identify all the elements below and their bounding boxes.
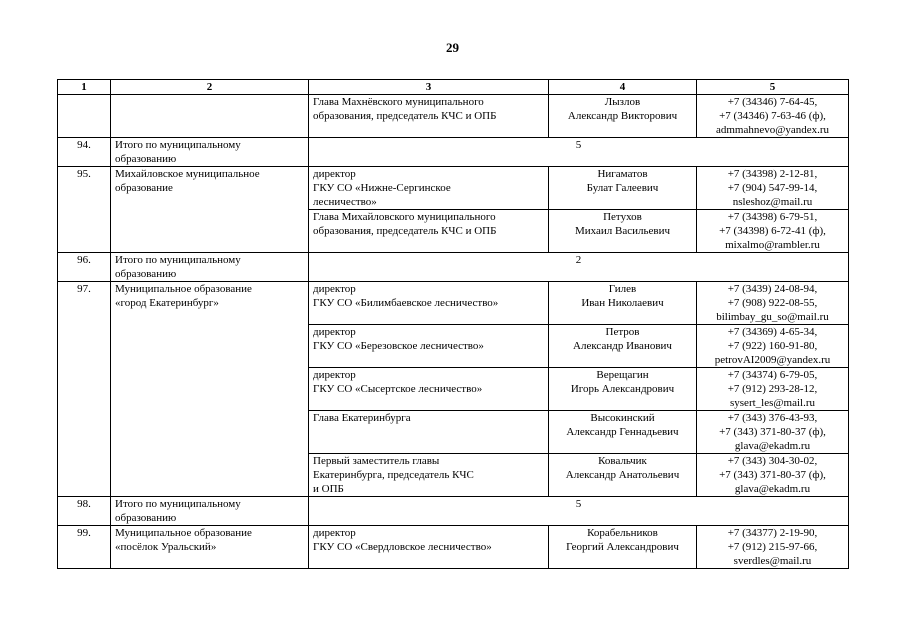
person-name-line: Петухов xyxy=(603,211,642,223)
person-name xyxy=(549,368,697,411)
contacts xyxy=(697,411,849,454)
contacts-line: glava@ekadm.ru xyxy=(734,440,811,452)
contacts-line: sysert_les@mail.ru xyxy=(730,397,815,409)
position-line: Глава Михайловского муниципального xyxy=(313,211,496,223)
municipality-line: Муниципальное образование xyxy=(115,527,252,539)
contacts-line: +7 (34346) 7-63-46 (ф), xyxy=(719,110,826,122)
position xyxy=(309,210,549,253)
person-name-line: Ковальчик xyxy=(598,455,647,467)
position-line: ГКУ СО «Сысертское лесничество» xyxy=(313,383,483,395)
column-header: 5 xyxy=(697,80,849,95)
person-name-line: Михаил Васильевич xyxy=(574,225,671,237)
position xyxy=(309,325,549,368)
person-name-line: Корабельников xyxy=(587,527,658,539)
contacts-line: +7 (34377) 2-19-90, xyxy=(727,527,818,539)
contacts-line: +7 (343) 304-30-02, xyxy=(727,455,818,467)
total-label-line: образованию xyxy=(115,268,177,280)
contacts xyxy=(697,95,849,138)
person-name-line: Петров xyxy=(605,326,640,338)
column-header: 3 xyxy=(309,80,549,95)
row-number: 98. xyxy=(58,497,111,526)
total-label-line: образованию xyxy=(115,153,177,165)
total-label-line: Итого по муниципальному xyxy=(115,498,241,510)
position-line: директор xyxy=(313,283,356,295)
municipality-line: Михайловское муниципальное xyxy=(115,168,260,180)
total-value: 2 xyxy=(309,253,849,282)
position-line: директор xyxy=(313,369,356,381)
position-line: директор xyxy=(313,326,356,338)
position xyxy=(309,411,549,454)
person-name-line: Булат Галеевич xyxy=(586,182,659,194)
person-name xyxy=(549,210,697,253)
total-label-line: Итого по муниципальному xyxy=(115,139,241,151)
total-label xyxy=(111,253,309,282)
contacts-line: +7 (904) 547-99-14, xyxy=(727,182,818,194)
position xyxy=(309,368,549,411)
position-line: директор xyxy=(313,527,356,539)
contacts xyxy=(697,167,849,210)
person-name-line: Александр Иванович xyxy=(573,340,672,352)
municipality-line: «посёлок Уральский» xyxy=(115,541,217,553)
person-name-line: Верещагин xyxy=(596,369,649,381)
contacts-line: +7 (34374) 6-79-05, xyxy=(727,369,818,381)
person-name-line: Лызлов xyxy=(604,96,641,108)
total-label-line: образованию xyxy=(115,512,177,524)
position-line: Первый заместитель главы xyxy=(313,455,440,467)
person-name xyxy=(549,282,697,325)
person-name xyxy=(549,95,697,138)
position-line: ГКУ СО «Билимбаевское лесничество» xyxy=(313,297,499,309)
contacts xyxy=(697,282,849,325)
column-header: 4 xyxy=(549,80,697,95)
total-value: 5 xyxy=(309,138,849,167)
contacts xyxy=(697,325,849,368)
person-name xyxy=(549,411,697,454)
municipality xyxy=(111,526,309,569)
person-name xyxy=(549,526,697,569)
position xyxy=(309,167,549,210)
contacts xyxy=(697,526,849,569)
person-name-line: Иван Николаевич xyxy=(581,297,664,309)
municipality-line: образование xyxy=(115,182,173,194)
contacts-line: sverdles@mail.ru xyxy=(733,555,812,567)
person-name xyxy=(549,167,697,210)
row-number: 96. xyxy=(58,253,111,282)
total-row xyxy=(58,253,849,282)
position-line: Глава Махнёвского муниципального xyxy=(313,96,484,108)
position-line: директор xyxy=(313,168,356,180)
person-name-line: Игорь Александрович xyxy=(570,383,675,395)
position-line: ГКУ СО «Нижне-Сергинское xyxy=(313,182,451,194)
position xyxy=(309,282,549,325)
person-name-line: Александр Викторович xyxy=(567,110,678,122)
contacts-line: +7 (343) 371-80-37 (ф), xyxy=(719,469,826,481)
position xyxy=(309,95,549,138)
contacts-line: +7 (34369) 4-65-34, xyxy=(727,326,818,338)
table-body xyxy=(58,95,849,569)
contacts-line: +7 (34398) 6-79-51, xyxy=(727,211,818,223)
person-name-line: Александр Анатольевич xyxy=(565,469,680,481)
position-line: образования, председатель КЧС и ОПБ xyxy=(313,110,497,122)
header-row xyxy=(58,80,849,95)
contacts-line: petrovAI2009@yandex.ru xyxy=(714,354,831,366)
total-value: 5 xyxy=(309,497,849,526)
position-line: ГКУ СО «Березовское лесничество» xyxy=(313,340,484,352)
position-line: Глава Екатеринбурга xyxy=(313,412,411,424)
contacts-line: +7 (34398) 6-72-41 (ф), xyxy=(719,225,826,237)
total-label-line: Итого по муниципальному xyxy=(115,254,241,266)
table-row xyxy=(58,282,849,325)
total-row xyxy=(58,497,849,526)
column-header: 1 xyxy=(58,80,111,95)
contacts-line: +7 (34398) 2-12-81, xyxy=(727,168,818,180)
municipality xyxy=(111,95,309,138)
contacts xyxy=(697,454,849,497)
contacts-line: +7 (912) 293-28-12, xyxy=(727,383,818,395)
table-row xyxy=(58,95,849,138)
municipality-line: «город Екатеринбург» xyxy=(115,297,219,309)
contacts xyxy=(697,368,849,411)
municipality-line: Муниципальное образование xyxy=(115,283,252,295)
municipality xyxy=(111,282,309,497)
row-number xyxy=(58,95,111,138)
row-number: 94. xyxy=(58,138,111,167)
position-line: ГКУ СО «Свердловское лесничество» xyxy=(313,541,492,553)
contacts-line: +7 (343) 376-43-93, xyxy=(727,412,818,424)
contacts-line: admmahnevo@yandex.ru xyxy=(715,124,830,136)
contacts-line: nsleshoz@mail.ru xyxy=(732,196,813,208)
position-line: лесничество» xyxy=(313,196,377,208)
person-name-line: Высокинский xyxy=(590,412,655,424)
total-label xyxy=(111,497,309,526)
contacts-line: +7 (912) 215-97-66, xyxy=(727,541,818,553)
person-name-line: Гилев xyxy=(608,283,637,295)
contacts-line: mixalmo@rambler.ru xyxy=(725,239,820,251)
person-name xyxy=(549,454,697,497)
person-name-line: Георгий Александрович xyxy=(566,541,679,553)
table-row xyxy=(58,526,849,569)
contacts-table xyxy=(57,79,849,569)
row-number: 97. xyxy=(58,282,111,497)
position xyxy=(309,526,549,569)
position xyxy=(309,454,549,497)
contacts xyxy=(697,210,849,253)
contacts-line: bilimbay_gu_so@mail.ru xyxy=(716,311,829,323)
municipality xyxy=(111,167,309,253)
position-line: образования, председатель КЧС и ОПБ xyxy=(313,225,497,237)
page-number: 29 xyxy=(446,40,459,55)
person-name-line: Нигаматов xyxy=(597,168,648,180)
contacts-line: +7 (34346) 7-64-45, xyxy=(727,96,818,108)
position-line: Екатеринбурга, председатель КЧС xyxy=(313,469,474,481)
total-row xyxy=(58,138,849,167)
row-number: 95. xyxy=(58,167,111,253)
person-name-line: Александр Геннадьевич xyxy=(566,426,679,438)
contacts-line: +7 (343) 371-80-37 (ф), xyxy=(719,426,826,438)
position-line: и ОПБ xyxy=(313,483,344,495)
contacts-line: +7 (3439) 24-08-94, xyxy=(727,283,818,295)
contacts-line: +7 (908) 922-08-55, xyxy=(727,297,818,309)
row-number: 99. xyxy=(58,526,111,569)
total-label xyxy=(111,138,309,167)
contacts-line: glava@ekadm.ru xyxy=(734,483,811,495)
person-name xyxy=(549,325,697,368)
table-row xyxy=(58,167,849,210)
column-header: 2 xyxy=(111,80,309,95)
contacts-line: +7 (922) 160-91-80, xyxy=(727,340,818,352)
